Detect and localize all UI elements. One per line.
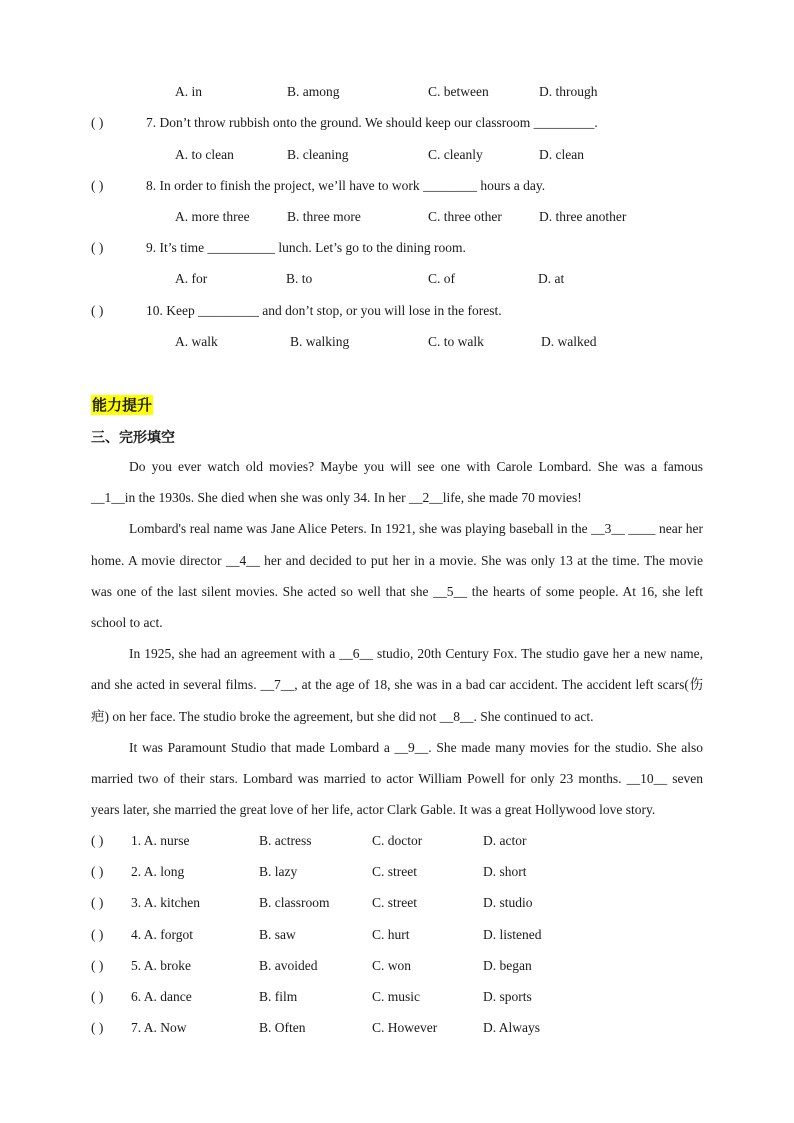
section-tag-text: 能力提升: [92, 396, 153, 414]
answer-blank: ( ): [91, 927, 104, 942]
option-d: D. Always: [483, 1020, 540, 1035]
option-c: C. doctor: [372, 833, 423, 848]
answer-blank: ( ): [91, 1020, 104, 1035]
option-d: D. began: [483, 958, 532, 973]
passage-paragraph-4: It was Paramount Studio that made Lombard a __9__. She made many movies for the studio. She also married two of their stars. Lombard was married to actor William Powell for only 23 months. __10__ seven years later, she married the great love of her life, actor Clark Gable. It was a great Hollywood love story.: [91, 739, 703, 818]
option-c: C. street: [372, 895, 417, 910]
question-stem: 10. Keep _________ and don’t stop, or you will lose in the forest.: [146, 303, 502, 318]
passage-paragraph-1: Do you ever watch old movies? Maybe you will see one with Carole Lombard. She was a famous __1__in the 1930s. She died when she was only 34. In her __2__life, she made 70 movies!: [91, 459, 703, 506]
option-b: B. to: [286, 271, 313, 286]
option-d: D. sports: [483, 989, 532, 1004]
option-b: B. Often: [259, 1020, 306, 1035]
option-d: D. three another: [539, 209, 627, 224]
passage-paragraph-3: In 1925, she had an agreement with a __6__ studio, 20th Century Fox. The studio gave her a new name, and she acted in several films. __7__, at the age of 18, she was in a bad car accident. The accident left scars(伤疤) on her face. The studio broke the agreement, but she did not __8__. She continued to act.: [91, 646, 703, 724]
question-stem: 9. It’s time __________ lunch. Let’s go to the dining room.: [146, 240, 466, 255]
question-stem: 7. Don’t throw rubbish onto the ground. We should keep our classroom _________.: [146, 115, 598, 130]
section-title: 三、完形填空: [91, 430, 175, 446]
option-d: D. clean: [539, 147, 584, 162]
answer-blank: ( ): [91, 303, 104, 318]
option-d: D. walked: [541, 334, 597, 349]
option-b: B. film: [259, 989, 298, 1004]
option-d: D. actor: [483, 833, 527, 848]
option-a: A. more three: [175, 209, 250, 224]
option-a: A. for: [175, 271, 208, 286]
option-a: 3. A. kitchen: [131, 895, 200, 910]
option-b: B. among: [287, 84, 340, 99]
answer-blank: ( ): [91, 833, 104, 848]
passage-paragraph-2: Lombard's real name was Jane Alice Peters. In 1921, she was playing baseball in the __3__ ____ near her home. A movie director __4__ her and decided to put her in a movie. She was only 13 at the time. The movie was one of the last silent movies. She acted so well that she __5__ the hearts of some people. At 16, she left school to act.: [91, 521, 703, 631]
answer-blank: ( ): [91, 240, 104, 255]
option-a: A. to clean: [175, 147, 234, 162]
option-d: D. studio: [483, 895, 533, 910]
section-tag: [91, 394, 153, 415]
question-stem: 8. In order to finish the project, we’ll have to work ________ hours a day.: [146, 178, 546, 193]
option-a: 1. A. nurse: [131, 833, 190, 848]
option-c: C. between: [428, 84, 489, 99]
option-b: B. actress: [259, 833, 312, 848]
answer-blank: ( ): [91, 864, 104, 879]
answer-blank: ( ): [91, 958, 104, 973]
option-c: C. to walk: [428, 334, 484, 349]
cloze-passage: [91, 451, 703, 825]
option-c: C. music: [372, 989, 421, 1004]
option-c: C. hurt: [372, 927, 410, 942]
option-a: 4. A. forgot: [131, 927, 194, 942]
option-b: B. classroom: [259, 895, 330, 910]
option-a: A. in: [175, 84, 202, 99]
option-b: B. lazy: [259, 864, 298, 879]
option-c: C. street: [372, 864, 417, 879]
option-d: D. at: [538, 271, 565, 286]
option-b: B. cleaning: [287, 147, 349, 162]
option-a: 2. A. long: [131, 864, 185, 879]
option-c: C. cleanly: [428, 147, 483, 162]
option-b: B. walking: [290, 334, 350, 349]
option-d: D. through: [539, 84, 598, 99]
option-c: C. won: [372, 958, 412, 973]
option-a: 5. A. broke: [131, 958, 191, 973]
answer-blank: ( ): [91, 178, 104, 193]
option-a: 6. A. dance: [131, 989, 192, 1004]
answer-blank: ( ): [91, 989, 104, 1004]
option-c: C. three other: [428, 209, 502, 224]
answer-blank: ( ): [91, 895, 104, 910]
option-b: B. saw: [259, 927, 296, 942]
option-c: C. However: [372, 1020, 438, 1035]
option-d: D. short: [483, 864, 527, 879]
option-a: 7. A. Now: [131, 1020, 187, 1035]
option-c: C. of: [428, 271, 455, 286]
option-b: B. three more: [287, 209, 361, 224]
option-b: B. avoided: [259, 958, 318, 973]
option-d: D. listened: [483, 927, 542, 942]
answer-blank: ( ): [91, 115, 104, 130]
option-a: A. walk: [175, 334, 218, 349]
